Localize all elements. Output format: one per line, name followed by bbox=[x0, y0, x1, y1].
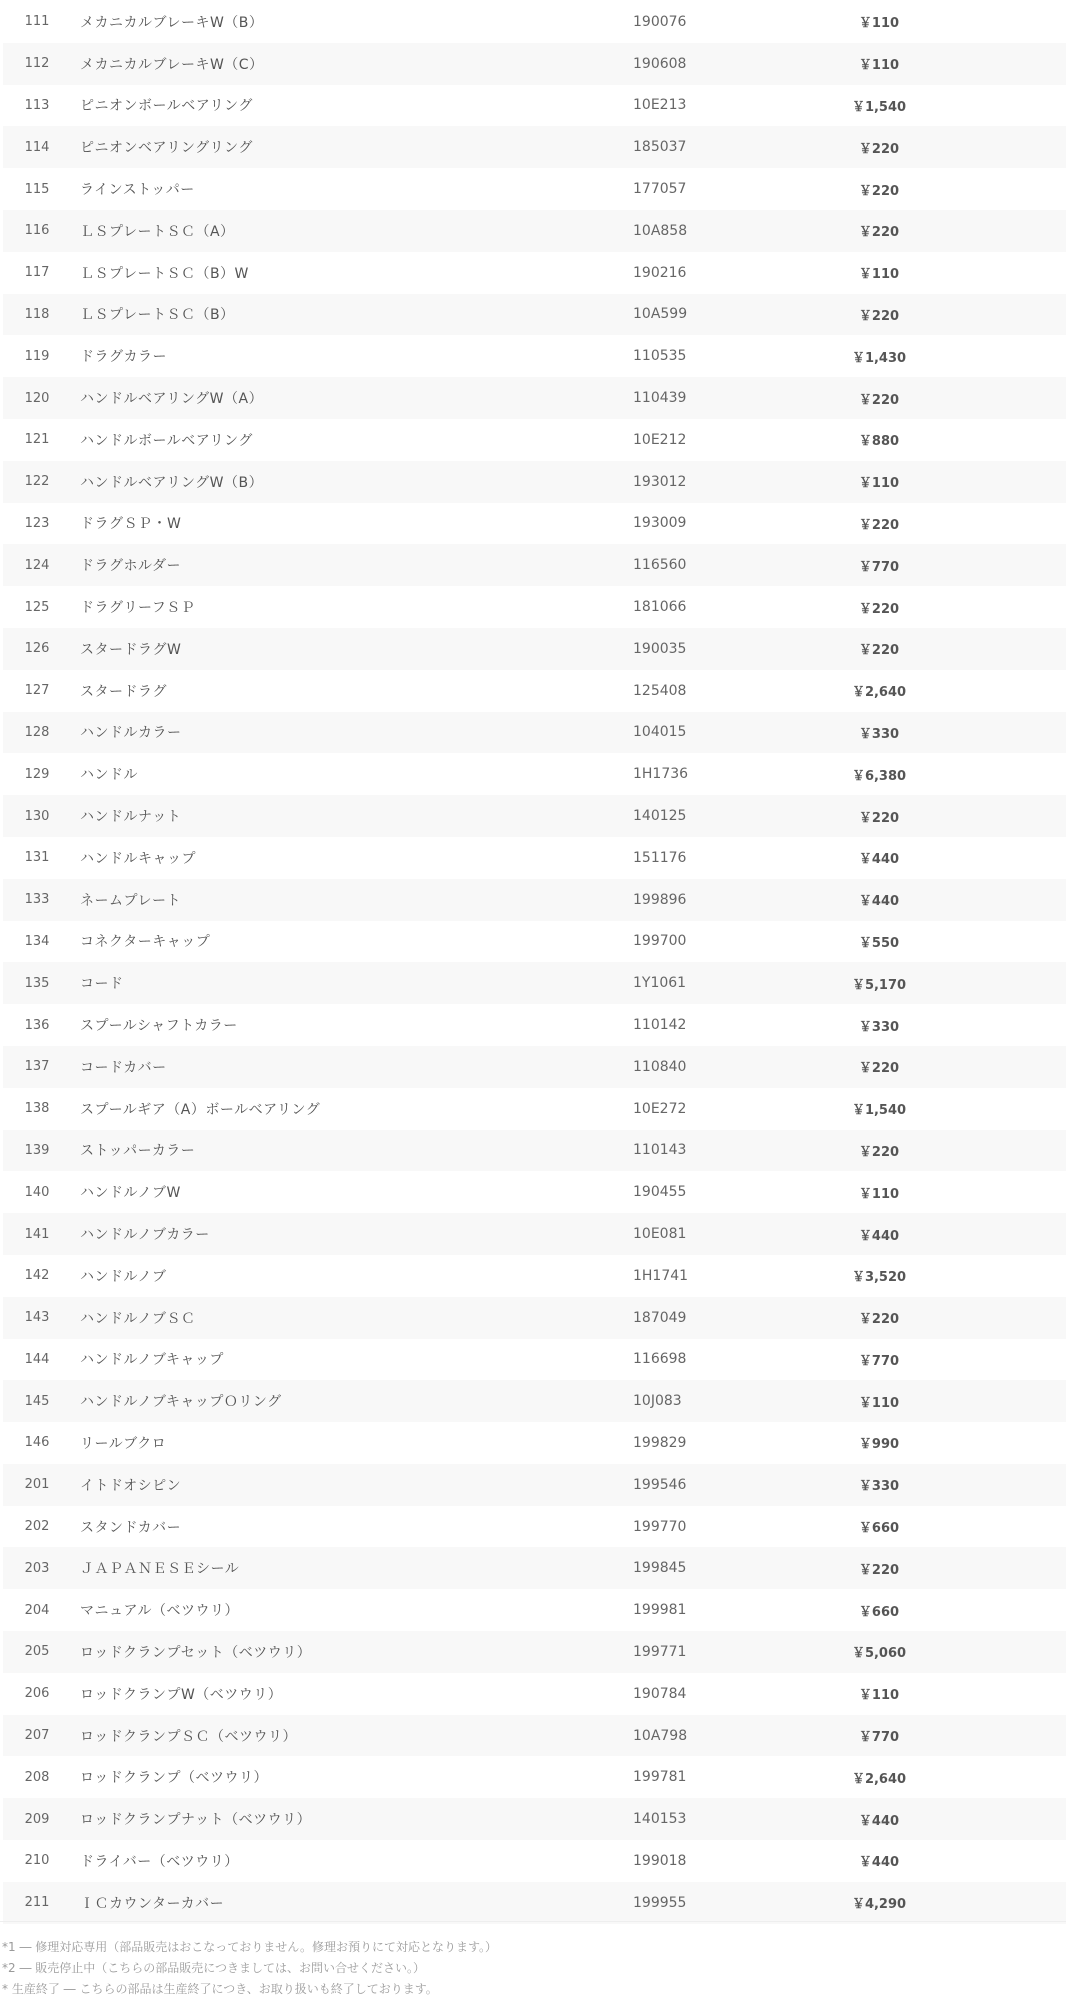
part-number-cell: 118 bbox=[24, 306, 50, 322]
table-row bbox=[3, 753, 1066, 795]
part-number-cell: 209 bbox=[24, 1811, 50, 1827]
part-code-cell: 125408 bbox=[633, 682, 687, 699]
part-name-cell: ラインストッパー bbox=[80, 182, 195, 199]
part-price-cell: ￥440 bbox=[858, 852, 900, 868]
part-price-cell: ￥660 bbox=[858, 1604, 900, 1620]
part-name-cell: イトドオシピン bbox=[80, 1477, 182, 1494]
part-name-cell: コードカバー bbox=[80, 1059, 167, 1076]
part-code-cell: 199700 bbox=[633, 933, 687, 950]
part-code-cell: 187049 bbox=[633, 1309, 687, 1326]
part-name-cell: ネームプレート bbox=[80, 892, 181, 909]
part-price-cell: ￥5,060 bbox=[851, 1646, 907, 1662]
part-code-cell: 10A599 bbox=[633, 306, 688, 323]
part-code-cell: 1Y1061 bbox=[633, 975, 687, 992]
note-repair-only: *1 ― 修理対応専用（部品販売はおこなっておりません。修理お預りにて対応となります。） bbox=[2, 1940, 498, 1954]
table-row bbox=[3, 461, 1066, 503]
part-code-cell: 110535 bbox=[633, 348, 687, 365]
part-code-cell: 10E213 bbox=[633, 97, 687, 114]
part-name-cell: ハンドルノブカラー bbox=[80, 1227, 210, 1243]
part-number-cell: 114 bbox=[24, 139, 50, 155]
part-number-cell: 122 bbox=[24, 474, 50, 490]
part-name-cell: スプールシャフトカラー bbox=[80, 1018, 238, 1035]
part-price-cell: ￥770 bbox=[858, 559, 900, 575]
part-name-cell: ハンドルボールベアリング bbox=[80, 432, 253, 449]
note-discontinued: * 生産終了 ― こちらの部品は生産終了につき、お取り扱いも終了しております。 bbox=[2, 1982, 438, 1996]
part-name-cell: ハンドルナット bbox=[80, 809, 182, 826]
part-name-cell: ＬＳプレートＳＣ（B） bbox=[80, 307, 235, 324]
part-number-cell: 138 bbox=[24, 1101, 50, 1117]
part-code-cell: 199546 bbox=[633, 1476, 687, 1493]
part-name-cell: ドライバー（ベツウリ） bbox=[80, 1853, 239, 1870]
part-number-cell: 139 bbox=[24, 1142, 50, 1158]
part-number-cell: 202 bbox=[24, 1519, 50, 1535]
part-name-cell: スタードラグW bbox=[80, 641, 182, 658]
part-number-cell: 111 bbox=[24, 14, 50, 30]
table-row bbox=[3, 1882, 1066, 1924]
part-price-cell: ￥110 bbox=[858, 1186, 900, 1202]
part-price-cell: ￥440 bbox=[858, 1228, 900, 1244]
part-name-cell: ピニオンベアリングリング bbox=[80, 140, 253, 157]
part-code-cell: 181066 bbox=[633, 599, 687, 616]
part-name-cell: ハンドル bbox=[80, 767, 138, 784]
table-row bbox=[3, 1255, 1066, 1297]
part-price-cell: ￥110 bbox=[858, 267, 900, 283]
part-number-cell: 130 bbox=[24, 808, 50, 824]
part-price-cell: ￥1,430 bbox=[851, 350, 907, 366]
part-code-cell: 10A858 bbox=[633, 222, 688, 239]
part-code-cell: 10E081 bbox=[633, 1226, 687, 1242]
table-row bbox=[3, 1171, 1066, 1213]
part-code-cell: 10E212 bbox=[633, 431, 687, 448]
part-number-cell: 204 bbox=[24, 1602, 50, 1618]
part-name-cell: ＪＡＰＡＮＥＳＥシール bbox=[80, 1561, 240, 1578]
part-number-cell: 208 bbox=[24, 1769, 50, 1785]
part-name-cell: ストッパーカラー bbox=[80, 1143, 196, 1160]
table-row bbox=[3, 503, 1066, 545]
part-number-cell: 137 bbox=[24, 1059, 50, 1075]
table-row bbox=[3, 1547, 1066, 1589]
part-price-cell: ￥220 bbox=[858, 308, 900, 324]
part-price-cell: ￥110 bbox=[858, 16, 900, 32]
table-row bbox=[3, 1422, 1066, 1464]
part-code-cell: 190784 bbox=[633, 1685, 687, 1702]
part-code-cell: 190035 bbox=[633, 640, 687, 657]
part-code-cell: 116698 bbox=[633, 1351, 687, 1368]
part-number-cell: 206 bbox=[24, 1686, 50, 1702]
table-row bbox=[3, 1840, 1066, 1882]
part-price-cell: ￥770 bbox=[858, 1730, 900, 1746]
part-code-cell: 1H1736 bbox=[633, 766, 689, 783]
table-row bbox=[3, 544, 1066, 586]
table-row bbox=[3, 1297, 1066, 1339]
part-number-cell: 140 bbox=[24, 1184, 50, 1200]
table-row bbox=[3, 1213, 1066, 1255]
part-number-cell: 133 bbox=[24, 892, 50, 908]
part-code-cell: 151176 bbox=[633, 849, 687, 866]
part-code-cell: 140153 bbox=[633, 1811, 687, 1828]
table-row bbox=[3, 837, 1066, 879]
part-code-cell: 199981 bbox=[633, 1602, 687, 1619]
part-number-cell: 112 bbox=[24, 56, 50, 72]
part-name-cell: リールブクロ bbox=[80, 1435, 167, 1452]
part-number-cell: 131 bbox=[24, 850, 50, 866]
part-price-cell: ￥330 bbox=[858, 1019, 900, 1035]
part-number-cell: 120 bbox=[24, 390, 50, 406]
part-price-cell: ￥220 bbox=[858, 601, 900, 617]
part-price-cell: ￥220 bbox=[858, 1144, 900, 1160]
part-price-cell: ￥1,540 bbox=[851, 1103, 907, 1119]
part-number-cell: 127 bbox=[24, 683, 50, 699]
part-number-cell: 119 bbox=[24, 348, 50, 364]
part-number-cell: 144 bbox=[24, 1351, 50, 1367]
part-name-cell: ロッドクランプセット（ベツウリ） bbox=[80, 1644, 312, 1661]
part-number-cell: 117 bbox=[24, 265, 50, 281]
part-price-cell: ￥4,290 bbox=[851, 1897, 907, 1913]
table-row bbox=[3, 1004, 1066, 1046]
part-number-cell: 121 bbox=[24, 432, 50, 448]
part-price-cell: ￥880 bbox=[858, 434, 900, 450]
part-price-cell: ￥220 bbox=[858, 225, 900, 241]
table-row bbox=[3, 1589, 1066, 1631]
table-row bbox=[3, 795, 1066, 837]
part-price-cell: ￥2,640 bbox=[851, 685, 907, 701]
part-code-cell: 199955 bbox=[633, 1894, 687, 1911]
notes-section bbox=[2, 1937, 497, 2000]
part-number-cell: 129 bbox=[24, 766, 50, 782]
table-row bbox=[3, 586, 1066, 628]
part-price-cell: ￥3,520 bbox=[851, 1270, 907, 1286]
part-price-cell: ￥220 bbox=[858, 1061, 900, 1077]
part-code-cell: 193012 bbox=[633, 473, 687, 490]
table-row bbox=[3, 1339, 1066, 1381]
part-price-cell: ￥550 bbox=[858, 935, 900, 951]
part-name-cell: スタードラグ bbox=[80, 683, 167, 700]
part-name-cell: コネクターキャップ bbox=[80, 934, 211, 951]
part-code-cell: 199018 bbox=[633, 1852, 687, 1869]
table-row bbox=[3, 1, 1066, 43]
part-number-cell: 128 bbox=[24, 724, 50, 740]
table-row bbox=[3, 1631, 1066, 1673]
part-number-cell: 142 bbox=[24, 1268, 50, 1284]
part-name-cell: ドラグカラー bbox=[80, 349, 167, 366]
part-name-cell: コード bbox=[80, 976, 124, 993]
part-code-cell: 10A798 bbox=[633, 1727, 688, 1744]
part-number-cell: 126 bbox=[24, 641, 50, 657]
table-row bbox=[3, 962, 1066, 1004]
part-number-cell: 205 bbox=[24, 1644, 50, 1660]
part-code-cell: 190076 bbox=[633, 13, 687, 30]
part-name-cell: ピニオンボールベアリング bbox=[80, 98, 253, 115]
part-code-cell: 185037 bbox=[633, 139, 687, 156]
part-price-cell: ￥1,540 bbox=[851, 99, 907, 115]
part-price-cell: ￥660 bbox=[858, 1521, 900, 1537]
part-price-cell: ￥990 bbox=[858, 1437, 900, 1453]
table-row bbox=[3, 1756, 1066, 1798]
part-price-cell: ￥110 bbox=[858, 58, 900, 74]
table-row bbox=[3, 85, 1066, 127]
part-code-cell: 177057 bbox=[633, 181, 687, 198]
table-row bbox=[3, 1673, 1066, 1715]
part-name-cell: ハンドルノブキャップ bbox=[80, 1352, 224, 1369]
part-code-cell: 10J083 bbox=[633, 1393, 682, 1410]
part-price-cell: ￥110 bbox=[858, 1395, 900, 1411]
table-row bbox=[3, 168, 1066, 210]
part-name-cell: ハンドルノブW bbox=[80, 1185, 181, 1202]
part-price-cell: ￥440 bbox=[858, 1813, 900, 1829]
part-code-cell: 1H1741 bbox=[633, 1267, 689, 1284]
part-number-cell: 125 bbox=[24, 599, 50, 615]
part-code-cell: 110439 bbox=[633, 390, 687, 407]
part-name-cell: ロッドクランプナット（ベツウリ） bbox=[80, 1812, 312, 1829]
part-name-cell: ハンドルカラー bbox=[80, 725, 182, 742]
table-row bbox=[3, 419, 1066, 461]
table-row bbox=[3, 1798, 1066, 1840]
part-price-cell: ￥440 bbox=[858, 894, 900, 910]
part-name-cell: ドラグＳＰ・W bbox=[80, 516, 182, 533]
part-code-cell: 110142 bbox=[633, 1017, 687, 1034]
part-number-cell: 134 bbox=[24, 933, 50, 949]
table-row bbox=[3, 1046, 1066, 1088]
part-number-cell: 135 bbox=[24, 975, 50, 991]
part-code-cell: 190455 bbox=[633, 1184, 687, 1201]
part-name-cell: ハンドルノブ bbox=[80, 1268, 167, 1285]
part-price-cell: ￥220 bbox=[858, 183, 900, 199]
part-number-cell: 146 bbox=[24, 1435, 50, 1451]
part-code-cell: 190608 bbox=[633, 55, 687, 72]
part-name-cell: スタンドカバー bbox=[80, 1519, 182, 1536]
table-row bbox=[3, 335, 1066, 377]
part-number-cell: 123 bbox=[24, 515, 50, 531]
part-name-cell: マニュアル（ベツウリ） bbox=[80, 1603, 239, 1620]
part-price-cell: ￥220 bbox=[858, 810, 900, 826]
part-code-cell: 199845 bbox=[633, 1560, 687, 1577]
part-code-cell: 140125 bbox=[633, 808, 687, 825]
part-number-cell: 211 bbox=[24, 1895, 50, 1911]
table-row bbox=[3, 628, 1066, 670]
parts-table bbox=[3, 1, 1066, 1924]
part-number-cell: 203 bbox=[24, 1560, 50, 1576]
table-row bbox=[3, 252, 1066, 294]
part-code-cell: 190216 bbox=[633, 264, 687, 281]
part-price-cell: ￥220 bbox=[858, 517, 900, 533]
part-number-cell: 115 bbox=[24, 181, 50, 197]
table-row bbox=[3, 126, 1066, 168]
part-price-cell: ￥2,640 bbox=[851, 1771, 907, 1787]
part-name-cell: ロッドクランプＳＣ（ベツウリ） bbox=[80, 1728, 297, 1745]
part-code-cell: 110840 bbox=[633, 1058, 687, 1075]
part-price-cell: ￥330 bbox=[858, 1479, 900, 1495]
part-name-cell: ロッドクランプ（ベツウリ） bbox=[80, 1770, 268, 1787]
part-price-cell: ￥110 bbox=[858, 1688, 900, 1704]
table-row bbox=[3, 43, 1066, 85]
table-row bbox=[3, 712, 1066, 754]
table-row bbox=[3, 921, 1066, 963]
part-name-cell: ＩＣカウンターカバー bbox=[80, 1895, 225, 1912]
part-price-cell: ￥220 bbox=[858, 643, 900, 659]
part-name-cell: ハンドルベアリングW（A） bbox=[80, 391, 264, 408]
part-code-cell: 116560 bbox=[633, 557, 687, 574]
part-price-cell: ￥770 bbox=[858, 1353, 900, 1369]
part-number-cell: 201 bbox=[24, 1477, 50, 1493]
table-divider bbox=[0, 1921, 1066, 1922]
part-number-cell: 210 bbox=[24, 1853, 50, 1869]
part-code-cell: 110143 bbox=[633, 1142, 687, 1159]
part-number-cell: 141 bbox=[24, 1226, 50, 1242]
part-name-cell: ハンドルノブキャップＯリング bbox=[80, 1394, 282, 1411]
part-name-cell: ロッドクランプW（ベツウリ） bbox=[80, 1686, 283, 1703]
part-price-cell: ￥220 bbox=[858, 141, 900, 157]
part-code-cell: 10E272 bbox=[633, 1100, 687, 1117]
part-price-cell: ￥5,170 bbox=[851, 977, 907, 993]
part-number-cell: 113 bbox=[24, 97, 50, 113]
part-code-cell: 199770 bbox=[633, 1518, 687, 1535]
note-sales-suspended: *2 ― 販売停止中（こちらの部品販売につきましては、お問い合せください。） bbox=[2, 1961, 426, 1975]
part-name-cell: ハンドルキャップ bbox=[80, 850, 196, 867]
part-name-cell: ハンドルベアリングW（B） bbox=[80, 474, 264, 491]
part-name-cell: ドラグホルダー bbox=[80, 558, 181, 575]
part-number-cell: 143 bbox=[24, 1310, 50, 1326]
table-row bbox=[3, 879, 1066, 921]
table-row bbox=[3, 377, 1066, 419]
part-number-cell: 145 bbox=[24, 1393, 50, 1409]
table-row bbox=[3, 210, 1066, 252]
part-price-cell: ￥110 bbox=[858, 476, 900, 492]
part-code-cell: 199829 bbox=[633, 1434, 687, 1451]
table-row bbox=[3, 1380, 1066, 1422]
part-code-cell: 193009 bbox=[633, 515, 687, 532]
table-row bbox=[3, 1715, 1066, 1757]
table-row bbox=[3, 294, 1066, 336]
table-row bbox=[3, 1088, 1066, 1130]
part-price-cell: ￥330 bbox=[858, 726, 900, 742]
part-name-cell: ＬＳプレートＳＣ（B）W bbox=[80, 265, 249, 282]
part-name-cell: メカニカルブレーキW（C） bbox=[80, 56, 264, 73]
table-row bbox=[3, 1464, 1066, 1506]
part-price-cell: ￥220 bbox=[858, 1312, 900, 1328]
part-name-cell: ＬＳプレートＳＣ（A） bbox=[80, 223, 235, 240]
part-number-cell: 207 bbox=[24, 1728, 50, 1744]
part-number-cell: 136 bbox=[24, 1017, 50, 1033]
part-code-cell: 104015 bbox=[633, 724, 687, 741]
part-name-cell: スプールギア（A）ボールベアリング bbox=[80, 1101, 321, 1118]
part-name-cell: ドラグリーフＳＰ bbox=[80, 600, 196, 617]
part-code-cell: 199781 bbox=[633, 1769, 687, 1786]
part-code-cell: 199771 bbox=[633, 1643, 687, 1660]
part-name-cell: メカニカルブレーキW（B） bbox=[80, 14, 264, 31]
part-price-cell: ￥440 bbox=[858, 1855, 900, 1871]
part-name-cell: ハンドルノブＳＣ bbox=[80, 1310, 196, 1327]
table-row bbox=[3, 1130, 1066, 1172]
part-number-cell: 124 bbox=[24, 557, 50, 573]
part-price-cell: ￥6,380 bbox=[851, 768, 907, 784]
table-row bbox=[3, 1506, 1066, 1548]
table-row bbox=[3, 670, 1066, 712]
part-price-cell: ￥220 bbox=[858, 1562, 900, 1578]
part-number-cell: 116 bbox=[24, 223, 50, 239]
part-code-cell: 199896 bbox=[633, 891, 687, 908]
part-price-cell: ￥220 bbox=[858, 392, 900, 408]
